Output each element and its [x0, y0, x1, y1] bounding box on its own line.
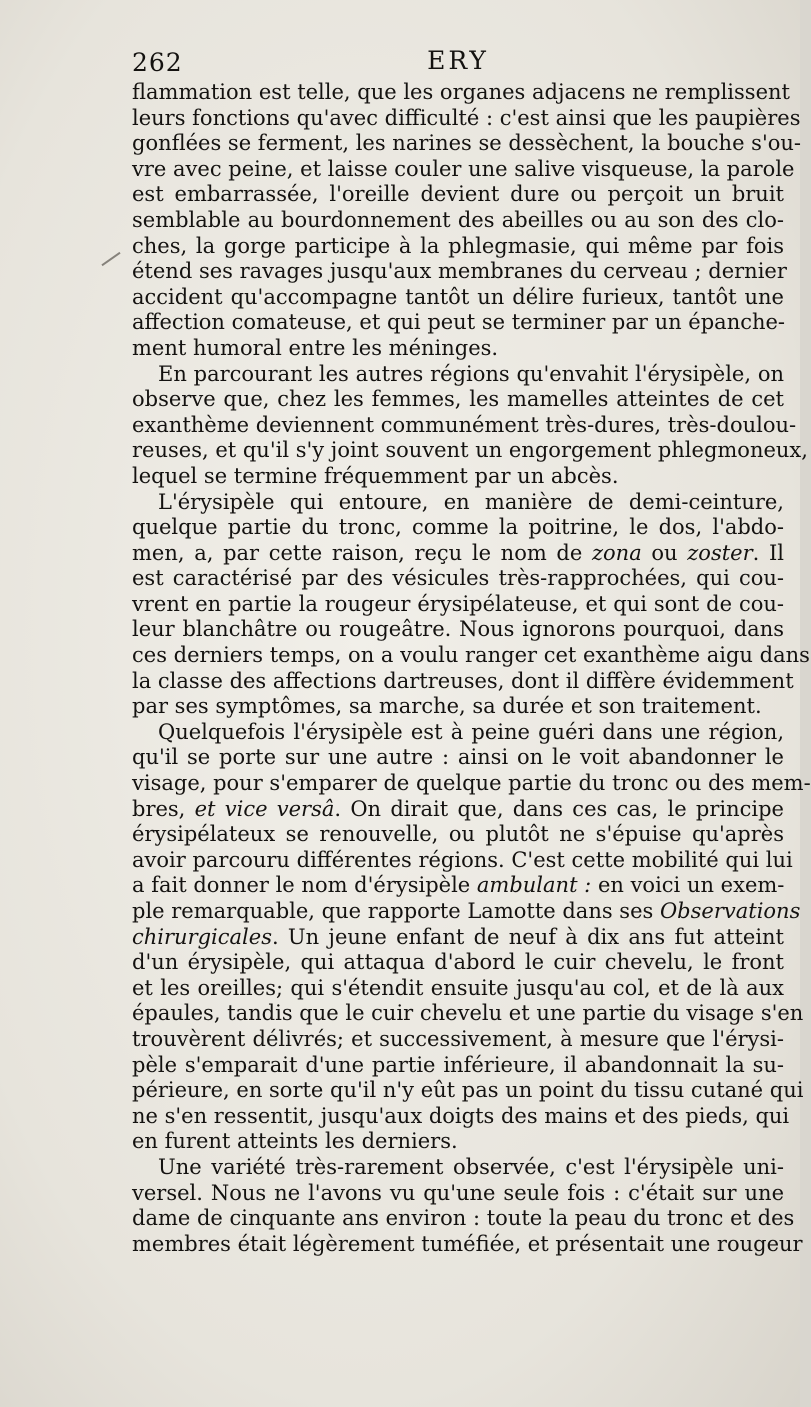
margin-pencil-mark: [101, 252, 120, 266]
text-segment: vre avec peine, et laisse couler une salive visqueuse, la parole: [132, 156, 795, 181]
text-segment: est embarrassée, l'oreille devient dure ou perçoit un bruit: [132, 182, 784, 207]
text-line: [132, 592, 784, 618]
text-line: [132, 156, 795, 183]
text-segment: qu'il se porte sur une autre : ainsi on le voit abandonner le: [132, 745, 784, 770]
text-line: [132, 1053, 784, 1079]
text-line: [132, 847, 793, 874]
italic-text: zoster: [687, 540, 753, 565]
text-line: [132, 234, 784, 260]
text-segment: étend ses ravages jusqu'aux membranes du cerveau ; dernier: [132, 259, 787, 284]
text-line: [132, 617, 784, 643]
text-segment: . Il: [752, 540, 784, 565]
text-line: [132, 566, 784, 592]
text-segment: ne s'en ressentit, jusqu'aux doigts des mains et des pieds, qui: [132, 1103, 790, 1128]
text-line: [132, 285, 784, 311]
text-segment: d'un érysipèle, qui attaqua d'abord le cuir chevelu, le front: [132, 950, 784, 975]
text-segment: lequel se termine fréquemment par un abcès.: [132, 463, 619, 488]
body-text: [132, 80, 811, 1257]
text-segment: semblable au bourdonnement des abeilles ou au son des clo-: [132, 207, 784, 232]
text-segment: a fait donner le nom d'érysipèle: [132, 873, 477, 898]
text-line: [132, 259, 787, 285]
text-segment: en furent atteints les derniers.: [132, 1129, 458, 1154]
running-head: ERY: [427, 46, 489, 75]
text-segment: en voici un exem-: [591, 873, 785, 898]
text-segment: membres était légèrement tuméfiée, et présentait une rougeur: [132, 1231, 803, 1256]
text-segment: accident qu'accompagne tantôt un délire furieux, tantôt une: [132, 284, 784, 309]
text-segment: visage, pour s'emparer de quelque partie du tronc ou des mem-: [132, 771, 811, 796]
italic-text: et vice versâ: [194, 796, 335, 821]
text-segment: et les oreilles; qui s'étendit ensuite jusqu'au col, et de là aux: [132, 975, 784, 1000]
text-segment: versel. Nous ne l'avons vu qu'une seule fois : c'était sur une: [132, 1180, 784, 1205]
text-line: [132, 464, 784, 490]
text-line: [132, 362, 784, 388]
text-line: [132, 182, 784, 208]
text-segment: dame de cinquante ans environ : toute la peau du tronc et des: [132, 1206, 795, 1231]
page-number: 262: [132, 48, 183, 77]
text-segment: vrent en partie la rougeur érysipélateuse, et qui sont de cou-: [132, 591, 784, 616]
text-segment: est caractérisé par des vésicules très-rapprochées, qui cou-: [132, 566, 784, 591]
text-segment: trouvèrent délivrés; et successivement, à mesure que l'érysi-: [132, 1026, 784, 1051]
text-segment: affection comateuse, et qui peut se terminer par un épanche-: [132, 310, 786, 335]
text-line: [132, 771, 811, 797]
page-header: [132, 44, 784, 84]
text-line: [132, 1001, 804, 1027]
text-segment: men, a, par cette raison, reçu le nom de: [132, 540, 592, 565]
text-line: [132, 541, 784, 567]
text-line: [132, 976, 784, 1002]
text-segment: flammation est telle, que les organes adjacens ne remplissent: [132, 80, 790, 104]
text-segment: la classe des affections dartreuses, dont il diffère évidemment: [132, 668, 794, 693]
text-line: [132, 643, 810, 669]
text-line: [132, 490, 784, 516]
text-line: [132, 899, 801, 925]
text-segment: . On dirait que, dans ces cas, le principe: [334, 796, 784, 821]
text-segment: leur blanchâtre ou rougeâtre. Nous ignorons pourquoi, dans: [132, 617, 784, 642]
text-segment: gonflées se ferment, les narines se dessèchent, la bouche s'ou-: [132, 131, 801, 156]
text-segment: leurs fonctions qu'avec difficulté : c'est ainsi que les paupières: [132, 105, 801, 130]
text-segment: quelque partie du tronc, comme la poitrine, le dos, l'abdo-: [132, 515, 784, 540]
text-line: [132, 310, 784, 336]
text-line: [132, 950, 784, 976]
text-segment: observe que, chez les femmes, les mamelles atteintes de cet: [132, 387, 784, 412]
text-segment: érysipélateux se renouvelle, ou plutôt ne s'épuise qu'après: [132, 822, 784, 847]
text-line: [132, 873, 784, 899]
text-segment: Quelquefois l'érysipèle est à peine guéri dans une région,: [158, 719, 784, 744]
text-line: [132, 412, 797, 439]
text-line: [132, 1181, 784, 1207]
text-segment: bres,: [132, 796, 195, 821]
text-line: [132, 1155, 784, 1181]
text-line: [132, 694, 784, 720]
text-segment: Une variété très-rarement observée, c'est l'érysipèle uni-: [158, 1154, 784, 1179]
text-line: [132, 105, 801, 132]
text-line: [132, 745, 784, 771]
text-line: [132, 131, 801, 157]
text-line: [132, 1129, 784, 1155]
text-line: [132, 1103, 790, 1130]
text-line: [132, 925, 784, 951]
text-line: [132, 822, 784, 848]
text-segment: pèle s'emparait d'une partie inférieure, il abandonnait la su-: [132, 1052, 784, 1077]
italic-text: zona: [591, 540, 642, 565]
text-line: [132, 720, 784, 746]
text-segment: ple remarquable, que rapporte Lamotte dans ses: [132, 899, 660, 923]
text-segment: ou: [641, 540, 688, 565]
text-segment: avoir parcouru différentes régions. C'est cette mobilité qui lui: [132, 847, 793, 872]
text-segment: par ses symptômes, sa marche, sa durée et son traitement.: [132, 694, 762, 719]
text-segment: . Un jeune enfant de neuf à dix ans fut atteint: [271, 924, 784, 949]
text-line: [132, 1206, 795, 1232]
text-segment: ces derniers temps, on a voulu ranger cet exanthème aigu dans: [132, 643, 810, 668]
text-line: [132, 668, 794, 695]
text-segment: épaules, tandis que le cuir chevelu et une partie du visage s'en: [132, 1001, 804, 1026]
text-line: [132, 387, 784, 413]
text-segment: ment humoral entre les méninges.: [132, 335, 499, 360]
text-line: [132, 515, 784, 541]
text-line: [132, 336, 784, 362]
text-line: [132, 1027, 784, 1053]
text-segment: L'érysipèle qui entoure, en manière de demi-ceinture,: [158, 489, 784, 514]
italic-text: chirurgicales: [132, 924, 272, 949]
text-line: [132, 1078, 804, 1104]
text-line: [132, 80, 790, 106]
text-line: [132, 1231, 803, 1258]
text-segment: périeure, en sorte qu'il n'y eût pas un point du tissu cutané qui: [132, 1078, 804, 1103]
text-segment: exanthème deviennent communément très-dures, très-doulou-: [132, 412, 797, 437]
text-line: [132, 438, 808, 464]
text-line: [132, 797, 784, 823]
text-segment: reuses, et qu'il s'y joint souvent un engorgement phlegmoneux,: [132, 438, 808, 463]
text-segment: ches, la gorge participe à la phlegmasie, qui même par fois: [132, 233, 784, 258]
italic-text: ambulant :: [476, 873, 592, 898]
italic-text: Observations: [659, 899, 801, 923]
text-segment: En parcourant les autres régions qu'envahit l'érysipèle, on: [158, 361, 784, 386]
text-line: [132, 208, 784, 234]
